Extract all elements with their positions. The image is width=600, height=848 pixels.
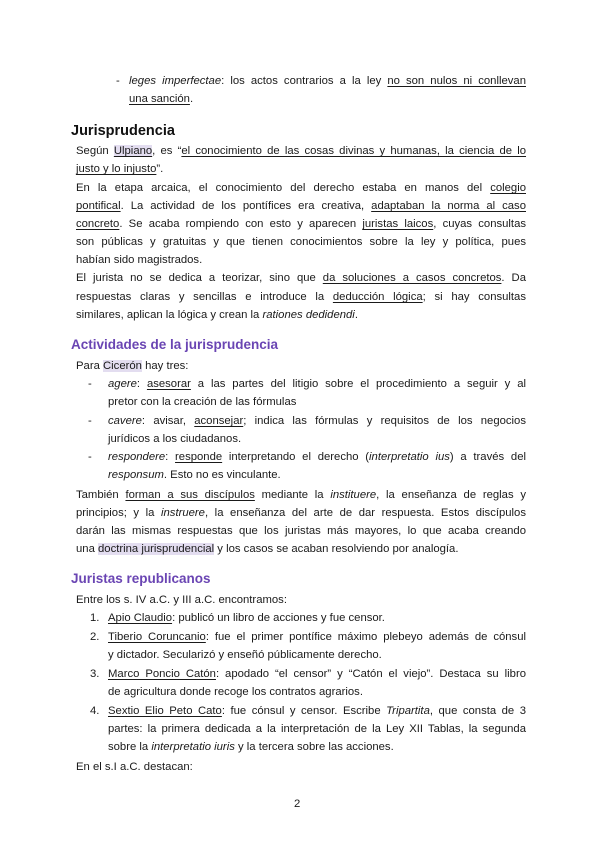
bullet-dash: -: [116, 75, 120, 87]
text-line: También forman a sus discípulos mediante la instituere, la enseñanza de reglas y: [76, 489, 526, 501]
text-line: y dictador. Secularizó y enseñó públicamente derecho.: [108, 649, 382, 661]
text-line: concreto. Se acaba rompiendo con esto y aparecen juristas laicos, cuyas consultas: [76, 218, 527, 230]
text-line: respuestas claras y sencillas e introduce la deducción lógica; si hay consultas: [76, 291, 526, 303]
list-number: 4.: [90, 705, 100, 717]
bullet-dash: -: [88, 451, 92, 463]
heading-jurisprudencia: Jurisprudencia: [71, 123, 175, 139]
text-line: leges imperfectae: los actos contrarios a la ley no son nulos ni conllevan: [129, 75, 526, 87]
text-line: respondere: responde interpretando el derecho (interpretatio ius) a través del: [108, 451, 526, 463]
text-line: pretor con la creación de las fórmulas: [108, 396, 297, 408]
text-line: agere: asesorar a las partes del litigio sobre el procedimiento a seguir y al: [108, 378, 526, 390]
bullet-dash: -: [88, 378, 92, 390]
text-line: En la etapa arcaica, el conocimiento del derecho estaba en manos del colegio: [76, 182, 526, 194]
heading-juristas-republicanos: Juristas republicanos: [71, 571, 211, 586]
page-number: 2: [294, 798, 301, 810]
text-line: Entre los s. IV a.C. y III a.C. encontramos:: [76, 594, 287, 606]
text-line: Tiberio Coruncanio: fue el primer pontífice máximo plebeyo además de cónsul: [108, 631, 526, 643]
heading-actividades: Actividades de la jurisprudencia: [71, 337, 279, 352]
text-line: Sextio Elio Peto Cato: fue cónsul y censor. Escribe Tripartita, que consta de 3: [108, 705, 526, 717]
text-line: principios; y la instruere, la enseñanza del arte de dar respuesta. Estos discípulos: [76, 507, 526, 519]
text-line: una doctrina jurisprudencial y los casos se acaban resolviendo por analogía.: [76, 543, 459, 555]
text-line: jurídicos a los ciudadanos.: [108, 433, 242, 445]
text-line: una sanción.: [129, 93, 194, 105]
text-line: En el s.I a.C. destacan:: [76, 761, 193, 773]
text-line: cavere: avisar, aconsejar; indica las fórmulas y requisitos de los negocios: [108, 415, 526, 427]
list-number: 3.: [90, 668, 100, 680]
text-line: similares, aplican la lógica y crean la rationes dedidendi.: [76, 309, 358, 321]
text-line: Marco Poncio Catón: apodado “el censor” y “Catón el viejo”. Destaca su libro: [108, 668, 526, 680]
text-line: Apio Claudio: publicó un libro de acciones y fue censor.: [108, 612, 385, 624]
text-line: de agricultura donde recoge los contratos agrarios.: [108, 686, 363, 698]
text-line: partes: la primera dedicada a la interpretación de la Ley XII Tablas, la segunda: [108, 723, 526, 735]
list-number: 1.: [90, 612, 100, 624]
text-line: justo y lo injusto”.: [76, 163, 164, 175]
text-line: responsum. Esto no es vinculante.: [108, 469, 281, 481]
list-number: 2.: [90, 631, 100, 643]
bullet-dash: -: [88, 415, 92, 427]
text-line: Según Ulpiano, es “el conocimiento de las cosas divinas y humanas, la ciencia de lo: [76, 145, 527, 157]
text-line: darán las mismas respuestas que los juristas más mayores, lo que acaba creando: [76, 525, 526, 537]
text-line: Para Cicerón hay tres:: [76, 360, 189, 372]
text-line: sobre la interpretatio iuris y la tercera sobre las acciones.: [108, 741, 394, 753]
text-line: habían sido magistrados.: [76, 254, 203, 266]
text-line: pontifical. La actividad de los pontífices era creativa, adaptaban la norma al caso: [76, 200, 526, 212]
text-line: son públicas y gratuitas y que tienen conocimientos sobre la ley y política, pues: [76, 236, 526, 248]
text-line: El jurista no se dedica a teorizar, sino que da soluciones a casos concretos. Da: [76, 272, 526, 284]
